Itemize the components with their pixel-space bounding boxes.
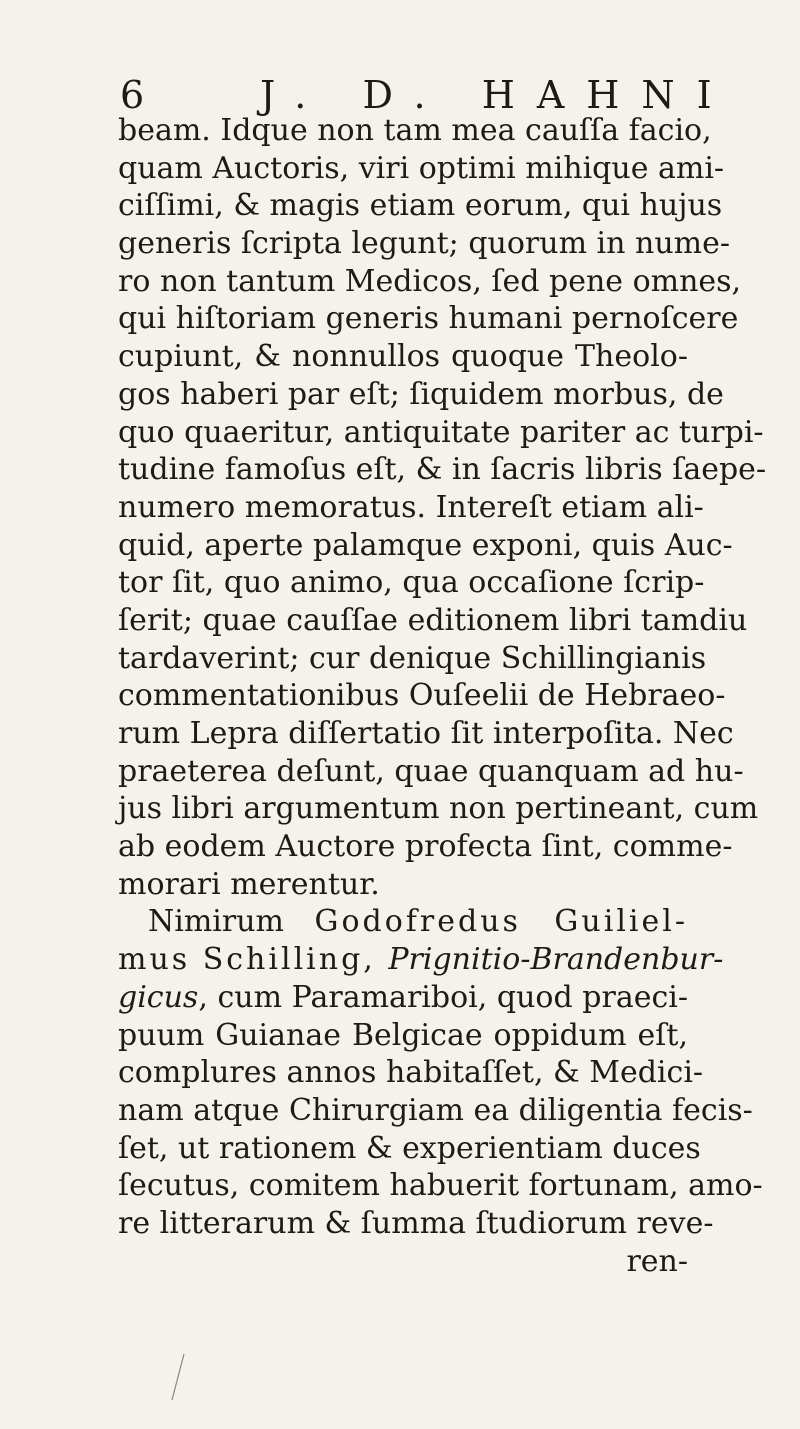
text-line: puum Guianae Belgicae oppidum eſt, <box>118 1017 688 1053</box>
text-line: quo quaeritur, antiquitate pariter ac turpi- <box>118 414 764 450</box>
text-line: rum Lepra diſſertatio ſit interpoſita. Nec <box>118 716 734 751</box>
text-line: morari merentur. <box>118 866 380 902</box>
text-line: gos haberi par eſt; ſiquidem morbus, de <box>118 376 724 412</box>
text-line: ſerit; quae cauſſae editionem libri tamdiu <box>118 602 748 638</box>
author-origin: gicus <box>118 979 199 1015</box>
text-line <box>118 941 724 979</box>
author-name: Godofredus Guiliel- <box>314 904 688 940</box>
text-line <box>118 979 688 1017</box>
ink-mark <box>168 1352 188 1402</box>
text-line: complures annos habitaſſet, & Medici- <box>118 1055 704 1091</box>
body-text <box>118 112 767 1280</box>
text-line <box>118 903 688 941</box>
text-line: beam. Idque non tam mea cauſſa facio, <box>118 113 712 148</box>
catchword: ren- <box>626 1243 688 1279</box>
text-line: cupiunt, & nonnullos quoque Theolo- <box>118 339 688 375</box>
running-title: J. D. HAHNI <box>260 73 734 117</box>
text-line: jus libri argumentum non pertineant, cum <box>118 791 759 827</box>
text-span: Nimirum <box>148 904 315 940</box>
text-span: , cum Paramariboi, quod praeci- <box>198 979 688 1015</box>
text-line: quid, aperte palamque exponi, quis Auc- <box>118 527 733 563</box>
text-line: re litterarum & ſumma ſtudiorum reve- <box>118 1205 714 1241</box>
text-line: commentationibus Ouſeelii de Hebraeo- <box>118 678 726 714</box>
text-line: ſet, ut rationem & experientiam duces <box>118 1130 701 1166</box>
text-line: numero memoratus. Intereſt etiam ali- <box>118 489 704 525</box>
text-line: tardaverint; cur denique Schillingianis <box>118 640 707 676</box>
text-line: praeterea deſunt, quae quanquam ad hu- <box>118 753 744 789</box>
text-line: ciſſimi, & magis etiam eorum, qui hujus <box>118 188 723 224</box>
text-line: ab eodem Auctore profecta ſint, comme- <box>118 829 733 865</box>
text-line: nam atque Chirurgiam ea diligentia fecis- <box>118 1092 753 1128</box>
text-line: tudine famoſus eſt, & in ſacris libris ſaepe- <box>118 452 767 488</box>
text-line: quam Auctoris, viri optimi mihique ami- <box>118 150 725 186</box>
author-origin: Prignitio-Brandenbur- <box>388 942 724 978</box>
text-line: ſecutus, comitem habuerit fortunam, amo- <box>118 1168 763 1204</box>
text-line: ro non tantum Medicos, ſed pene omnes, <box>118 263 742 299</box>
text-line: tor ſit, quo animo, qua occaſione ſcrip- <box>118 565 705 601</box>
page-number: 6 <box>120 73 145 117</box>
author-name: mus Schilling, <box>118 942 389 978</box>
text-line: qui hiſtoriam generis humani pernoſcere <box>118 301 739 337</box>
text-line: generis ſcripta legunt; quorum in nume- <box>118 226 730 262</box>
